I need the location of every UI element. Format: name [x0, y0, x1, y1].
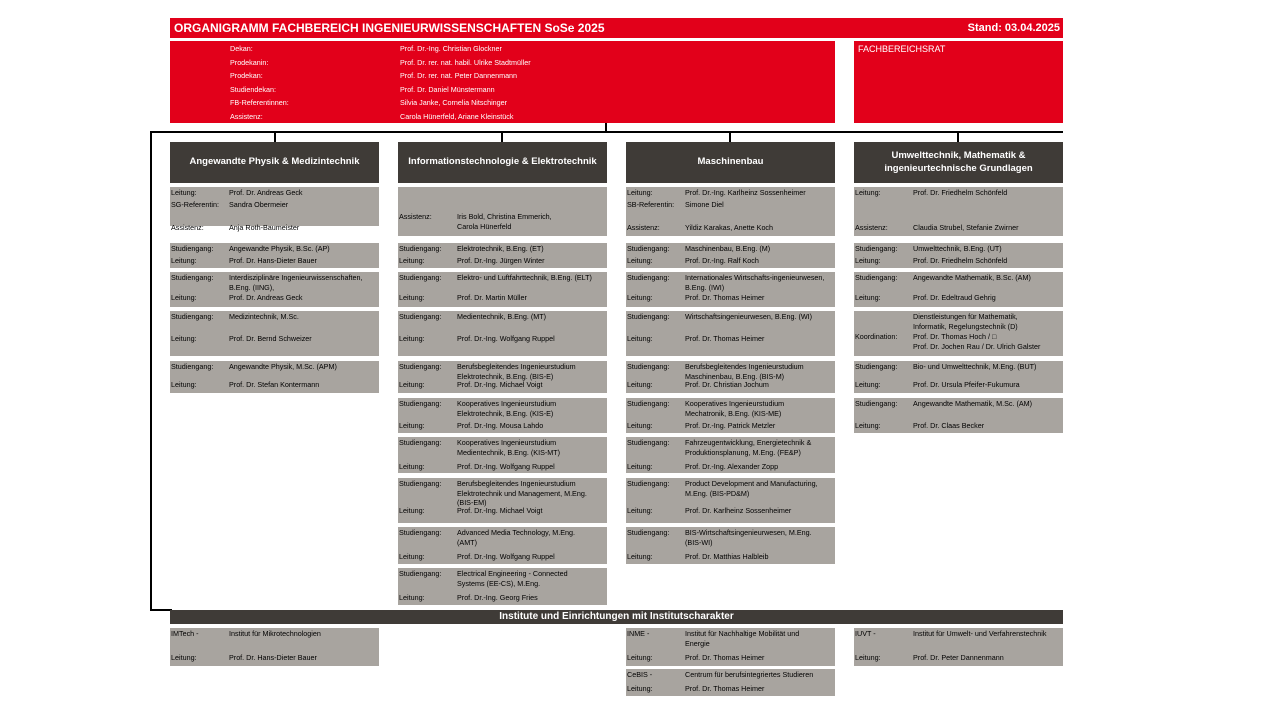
- row-value: Berufsbegleitendes Ingenieurstudium Elektrotechnik, B.Eng. (BIS-E): [457, 362, 576, 381]
- page-title: ORGANIGRAMM FACHBEREICH INGENIEURWISSENSCHAFTEN SoSe 2025: [174, 21, 605, 35]
- row-key: Leitung:: [627, 380, 653, 389]
- program-card: [626, 187, 835, 236]
- program-card: [170, 361, 379, 393]
- connector-left-spine: [150, 131, 152, 611]
- row-key: Studiengang:: [627, 362, 670, 371]
- row-value: Claudia Strubel, Stefanie Zwirner: [913, 223, 1019, 232]
- row-value: Prof. Dr. Hans-Dieter Bauer: [229, 653, 317, 662]
- program-card: [854, 272, 1063, 307]
- row-key: Leitung:: [627, 293, 653, 302]
- row-key: Studiengang:: [627, 528, 670, 537]
- row-value: Anja Roth-Baumeister: [229, 223, 300, 232]
- stand-date: Stand: 03.04.2025: [967, 22, 1060, 34]
- leadership-box: [170, 41, 835, 123]
- institute-card: [626, 628, 835, 666]
- row-key: Leitung:: [399, 593, 425, 602]
- row-key: Assistenz:: [855, 223, 888, 232]
- row-value: Angewandte Physik, M.Sc. (APM): [229, 362, 337, 371]
- program-card: [626, 527, 835, 564]
- row-value: Angewandte Mathematik, B.Sc. (AM): [913, 273, 1031, 282]
- row-value: Prof. Dr. Friedhelm Schönfeld: [913, 256, 1008, 265]
- row-value: Institut für Nachhaltige Mobilität und Energie: [685, 629, 800, 648]
- program-card: [854, 243, 1063, 268]
- row-key: Studiengang:: [399, 244, 442, 253]
- row-key: IMTech -: [171, 629, 199, 638]
- program-card: [398, 437, 607, 473]
- program-card: [398, 478, 607, 523]
- row-value: Interdisziplinäre Ingenieurwissenschaften, B.Eng. (IING),: [229, 273, 363, 292]
- program-card: [170, 243, 379, 268]
- row-value: Wirtschaftsingenieurwesen, B.Eng. (WI): [685, 312, 813, 321]
- row-key: Leitung:: [627, 506, 653, 515]
- institutes-title: Institute und Einrichtungen mit Institutscharakter: [499, 611, 734, 622]
- row-value: Prof. Dr. Thomas Heimer: [685, 334, 765, 343]
- row-value: Advanced Media Technology, M.Eng. (AMT): [457, 528, 575, 547]
- connector-bottom: [150, 609, 172, 611]
- row-value: Umwelttechnik, B.Eng. (UT): [913, 244, 1002, 253]
- row-key: Leitung:: [855, 653, 881, 662]
- row-value: Prof. Dr.-Ing. Alexander Zopp: [685, 462, 779, 471]
- row-key: SG-Referentin:: [171, 200, 219, 209]
- row-value: Angewandte Physik, B.Sc. (AP): [229, 244, 330, 253]
- row-key: Leitung:: [171, 256, 197, 265]
- row-value: Sandra Obermeier: [229, 200, 289, 209]
- fachbereichsrat-box: [854, 41, 1063, 123]
- row-key: Leitung:: [855, 256, 881, 265]
- leadership-name: Prof. Dr. Daniel Münstermann: [400, 84, 495, 94]
- row-key: Studiengang:: [399, 479, 442, 488]
- row-value: Prof. Dr.-Ing. Jürgen Winter: [457, 256, 545, 265]
- row-key: Leitung:: [171, 380, 197, 389]
- row-key: Studiengang:: [627, 479, 670, 488]
- row-value: Iris Bold, Christina Emmerich, Carola Hünerfeld: [457, 212, 552, 231]
- row-key: CeBIS -: [627, 670, 653, 679]
- row-value: BIS-Wirtschaftsingenieurwesen, M.Eng. (BIS-WI): [685, 528, 812, 547]
- row-key: Leitung:: [399, 293, 425, 302]
- row-key: Leitung:: [171, 293, 197, 302]
- program-card: [398, 272, 607, 307]
- row-value: Bio- und Umwelttechnik, M.Eng. (BUT): [913, 362, 1037, 371]
- row-key: Studiengang:: [855, 273, 898, 282]
- row-value: Prof. Dr. Friedhelm Schönfeld: [913, 188, 1008, 197]
- row-value: Simone Diel: [685, 200, 724, 209]
- row-key: Leitung:: [627, 421, 653, 430]
- program-card: [626, 361, 835, 393]
- program-card: [854, 187, 1063, 236]
- row-key: Studiengang:: [627, 273, 670, 282]
- program-card: [854, 398, 1063, 433]
- leadership-role: Studiendekan:: [230, 84, 276, 94]
- leadership-name: Prof. Dr. rer. nat. habil. Ulrike Stadtmüller: [400, 57, 531, 67]
- row-key: SB-Referentin:: [627, 200, 675, 209]
- row-value: Medizintechnik, M.Sc.: [229, 312, 299, 321]
- row-key: Studiengang:: [627, 399, 670, 408]
- row-key: Leitung:: [855, 293, 881, 302]
- row-value: Electrical Engineering - Connected Systems (EE-CS), M.Eng.: [457, 569, 568, 588]
- leadership-role: Assistenz:: [230, 111, 263, 121]
- row-key: Leitung:: [399, 552, 425, 561]
- row-key: Assistenz:: [171, 223, 204, 232]
- row-value: Prof. Dr.-Ing. Mousa Lahdo: [457, 421, 544, 430]
- row-key: Leitung:: [627, 188, 653, 197]
- institute-card: [170, 628, 379, 666]
- row-value: Yildiz Karakas, Anette Koch: [685, 223, 774, 232]
- row-key: Leitung:: [399, 380, 425, 389]
- row-key: Studiengang:: [171, 273, 214, 282]
- row-value: Prof. Dr. Christian Jochum: [685, 380, 769, 389]
- program-card: [398, 568, 607, 605]
- row-value: Prof. Dr.-Ing. Wolfgang Ruppel: [457, 552, 555, 561]
- row-value: Angewandte Mathematik, M.Sc. (AM): [913, 399, 1033, 408]
- row-key: INME -: [627, 629, 650, 638]
- row-key: Leitung:: [171, 653, 197, 662]
- connector-horizontal-top: [150, 131, 1063, 133]
- row-value: Prof. Dr.-Ing. Michael Voigt: [457, 506, 543, 515]
- row-value: Prof. Dr.-Ing. Michael Voigt: [457, 380, 543, 389]
- row-key: Leitung:: [627, 552, 653, 561]
- fachbereichsrat-label: FACHBEREICHSRAT: [858, 44, 946, 54]
- row-key: Leitung:: [855, 188, 881, 197]
- program-card: [626, 478, 835, 523]
- row-key: Koordination:: [855, 332, 898, 341]
- row-value: Prof. Dr. Thomas Hoch / □ Prof. Dr. Jochen Rau / Dr. Ulrich Galster: [913, 332, 1041, 351]
- program-card: [398, 243, 607, 268]
- row-value: Prof. Dr. Stefan Kontermann: [229, 380, 320, 389]
- row-key: Studiengang:: [399, 362, 442, 371]
- row-value: Prof. Dr.-Ing. Ralf Koch: [685, 256, 759, 265]
- row-value: Product Development and Manufacturing, M.Eng. (BIS-PD&M): [685, 479, 818, 498]
- program-card: [626, 272, 835, 307]
- row-key: Studiengang:: [855, 399, 898, 408]
- row-value: Centrum für berufsintegriertes Studieren: [685, 670, 814, 679]
- row-value: Prof. Dr. Ursula Pfeifer-Fukumura: [913, 380, 1020, 389]
- row-key: Leitung:: [399, 506, 425, 515]
- row-key: Studiengang:: [627, 244, 670, 253]
- leadership-name: Prof. Dr. rer. nat. Peter Dannenmann: [400, 71, 518, 80]
- program-card: [170, 272, 379, 307]
- row-value: Prof. Dr. Matthias Halbleib: [685, 552, 769, 561]
- department-header: Angewandte Physik & Medizintechnik: [170, 142, 379, 183]
- row-value: Berufsbegleitendes Ingenieurstudium Maschinenbau, B.Eng. (BIS-M): [685, 362, 804, 381]
- row-key: Studiengang:: [399, 273, 442, 282]
- row-key: Leitung:: [399, 256, 425, 265]
- row-key: Studiengang:: [399, 528, 442, 537]
- row-key: Leitung:: [627, 256, 653, 265]
- program-card: [854, 361, 1063, 393]
- row-key: IUVT -: [855, 629, 876, 638]
- row-key: Studiengang:: [627, 312, 670, 321]
- row-key: Studiengang:: [399, 312, 442, 321]
- row-value: Prof. Dr.-Ing. Wolfgang Ruppel: [457, 334, 555, 343]
- connector-drop-1: [274, 132, 276, 142]
- row-key: Leitung:: [627, 334, 653, 343]
- row-key: Studiengang:: [399, 399, 442, 408]
- row-key: Leitung:: [399, 421, 425, 430]
- row-key: Studiengang:: [855, 362, 898, 371]
- row-key: Leitung:: [855, 421, 881, 430]
- connector-drop-4: [957, 132, 959, 142]
- program-card: [170, 187, 379, 232]
- row-key: Leitung:: [171, 334, 197, 343]
- program-card: [170, 311, 379, 356]
- row-value: Maschinenbau, B.Eng. (M): [685, 244, 771, 253]
- program-card: [626, 243, 835, 268]
- row-key: Studiengang:: [855, 244, 898, 253]
- row-key: Studiengang:: [399, 569, 442, 578]
- department-header: Maschinenbau: [626, 142, 835, 183]
- row-value: Medientechnik, B.Eng. (MT): [457, 312, 547, 321]
- department-header: Informationstechnologie & Elektrotechnik: [398, 142, 607, 183]
- row-key: Leitung:: [855, 380, 881, 389]
- leadership-name: Silvia Janke, Cornelia Nitschinger: [400, 98, 508, 107]
- program-card: [626, 311, 835, 356]
- title-bar: [170, 18, 1063, 38]
- leadership-role: Prodekanin:: [230, 57, 269, 67]
- row-key: Studiengang:: [399, 438, 442, 447]
- row-value: Prof. Dr. Edeltraud Gehrig: [913, 293, 996, 302]
- row-key: Studiengang:: [171, 362, 214, 371]
- leadership-role: Prodekan:: [230, 71, 263, 80]
- row-value: Elektro- und Luftfahrttechnik, B.Eng. (ELT): [457, 273, 592, 282]
- program-card: [626, 398, 835, 433]
- row-key: Assistenz:: [399, 212, 432, 221]
- leadership-name: Prof. Dr.-Ing. Christian Glockner: [400, 44, 502, 53]
- row-value: Elektrotechnik, B.Eng. (ET): [457, 244, 544, 253]
- program-card: [854, 311, 1063, 356]
- row-value: Prof. Dr. Thomas Heimer: [685, 684, 765, 693]
- row-value: Kooperatives Ingenieurstudium Elektrotechnik, B.Eng. (KIS-E): [457, 399, 557, 418]
- row-value: Prof. Dr. Claas Becker: [913, 421, 985, 430]
- row-value: Prof. Dr. Peter Dannenmann: [913, 653, 1004, 662]
- row-value: Institut für Umwelt- und Verfahrenstechnik: [913, 629, 1047, 638]
- row-value: Institut für Mikrotechnologien: [229, 629, 321, 638]
- program-card: [398, 311, 607, 356]
- row-value: Prof. Dr.-Ing. Wolfgang Ruppel: [457, 462, 555, 471]
- row-value: Prof. Dr. Martin Müller: [457, 293, 527, 302]
- row-value: Prof. Dr. Thomas Heimer: [685, 653, 765, 662]
- row-key: Leitung:: [171, 188, 197, 197]
- row-key: Assistenz:: [627, 223, 660, 232]
- program-card: [398, 398, 607, 433]
- connector-drop-3: [729, 132, 731, 142]
- program-card: [398, 361, 607, 393]
- leadership-role: Dekan:: [230, 44, 253, 53]
- row-key: Leitung:: [627, 684, 653, 693]
- row-value: Fahrzeugentwicklung, Energietechnik & Produktionsplanung, M.Eng. (FE&P): [685, 438, 812, 457]
- row-value: Internationales Wirtschafts-ingenieurwesen, B.Eng. (IWI): [685, 273, 825, 292]
- row-value: Prof. Dr.-Ing. Karlheinz Sossenheimer: [685, 188, 806, 197]
- leadership-role: FB-Referentinnen:: [230, 98, 289, 107]
- row-key: Studiengang:: [171, 244, 214, 253]
- row-key: Studiengang:: [171, 312, 214, 321]
- department-header: Umwelttechnik, Mathematik & ingenieurtechnische Grundlagen: [854, 142, 1063, 183]
- row-value: Prof. Dr. Thomas Heimer: [685, 293, 765, 302]
- institute-card: [626, 669, 835, 696]
- row-value: Prof. Dr. Andreas Geck: [229, 188, 303, 197]
- connector-drop-2: [501, 132, 503, 142]
- row-value: Prof. Dr. Andreas Geck: [229, 293, 303, 302]
- row-value: Prof. Dr. Hans-Dieter Bauer: [229, 256, 317, 265]
- row-value: Prof. Dr. Karlheinz Sossenheimer: [685, 506, 792, 515]
- row-value: Prof. Dr.-Ing. Georg Fries: [457, 593, 538, 602]
- row-value: Prof. Dr. Bernd Schweizer: [229, 334, 312, 343]
- row-key: Leitung:: [627, 653, 653, 662]
- row-value: Kooperatives Ingenieurstudium Medientechnik, B.Eng. (KIS-MT): [457, 438, 561, 457]
- institute-card: [854, 628, 1063, 666]
- row-value: Berufsbegleitendes Ingenieurstudium Elektrotechnik und Management, M.Eng. (BIS-EM): [457, 479, 587, 507]
- row-key: Leitung:: [627, 462, 653, 471]
- row-key: Leitung:: [399, 462, 425, 471]
- program-card: [398, 187, 607, 236]
- row-value: Prof. Dr.-Ing. Patrick Metzler: [685, 421, 776, 430]
- leadership-name: Carola Hünerfeld, Ariane Kleinstück: [400, 111, 514, 121]
- row-value: Kooperatives Ingenieurstudium Mechatronik, B.Eng. (KIS-ME): [685, 399, 785, 418]
- row-key: Studiengang:: [627, 438, 670, 447]
- institutes-header: [170, 610, 1063, 624]
- program-card: [626, 437, 835, 473]
- program-card: [398, 527, 607, 564]
- row-key: Leitung:: [399, 334, 425, 343]
- row-value: Dienstleistungen für Mathematik, Informatik, Regelungstechnik (D): [913, 312, 1018, 331]
